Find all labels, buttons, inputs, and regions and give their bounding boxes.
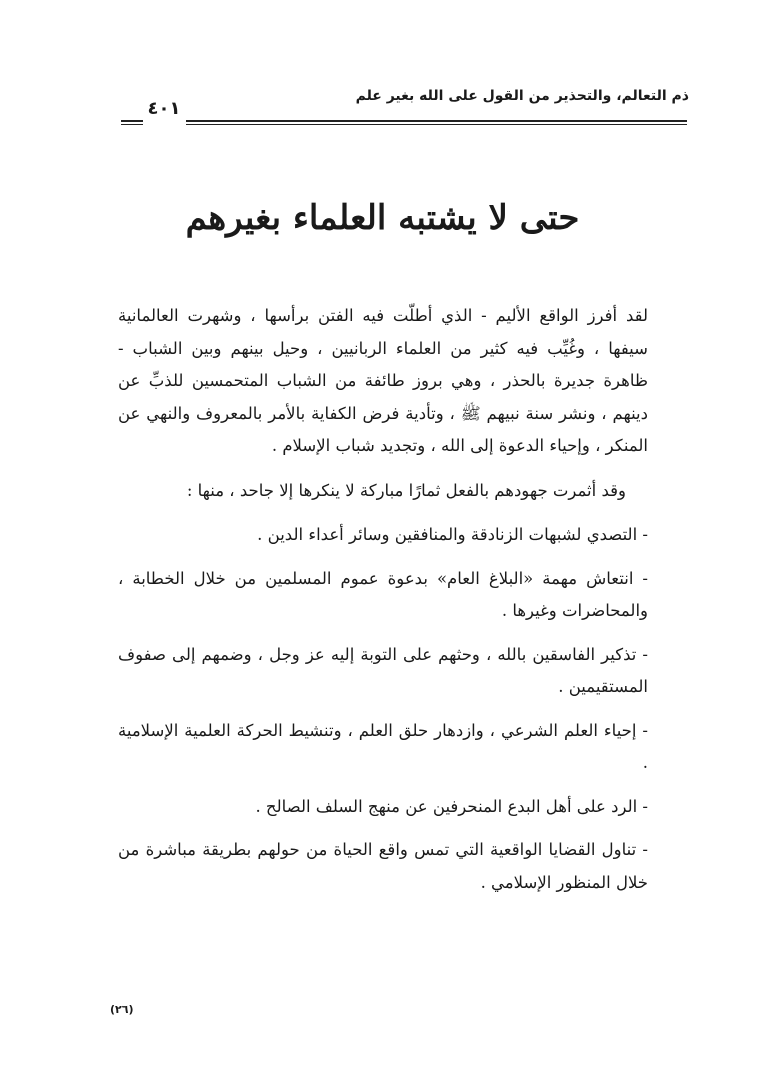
- page-number: ٤٠١: [147, 98, 181, 119]
- header-rule: [186, 120, 687, 125]
- running-header-title: ذم التعالم، والتحذير من القول على الله بغير علم: [355, 88, 689, 104]
- list-item: - إحياء العلم الشرعي ، وازدهار حلق العلم ، وتنشيط الحركة العلمية الإسلامية .: [118, 720, 648, 772]
- list-item: - التصدي لشبهات الزنادقة والمنافقين وسائر أعداء الدين .: [257, 525, 648, 544]
- intro-paragraph: لقد أفرز الواقع الأليم - الذي أطلّت فيه الفتن برأسها ، وشهرت العالمانية سيفها ، وغُيِّب فيه كثير من العلماء الربانيين ، وحيل بينهم وبين الشباب - ظاهرة جديرة بالحذر ، وهي بروز طائفة من الشباب المتحمسين للذبِّ عن دينهم ، ونشر سنة نبيهم ﷺ ، وتأدية فرض الكفاية بالأمر بالمعروف والنهي عن المنكر ، وإحياء الدعوة إلى الله ، وتجديد شباب الإسلام .: [118, 306, 648, 455]
- list-item: - انتعاش مهمة «البلاغ العام» بدعوة عموم المسلمين من خلال الخطابة ، والمحاضرات وغيرها .: [118, 568, 648, 620]
- section-heading: حتى لا يشتبه العلماء بغيرهم: [185, 198, 580, 238]
- list-item: - تناول القضايا الواقعية التي تمس واقع الحياة من حولهم بطريقة مباشرة من خلال المنظور الإسلامي .: [118, 840, 648, 892]
- list-item: - تذكير الفاسقين بالله ، وحثهم على التوبة إليه عز وجل ، وضمهم إلى صفوف المستقيمين .: [118, 644, 648, 696]
- header-rule-short: [121, 120, 143, 125]
- list-item: - الرد على أهل البدع المنحرفين عن منهج السلف الصالح .: [255, 796, 648, 816]
- body-text: [118, 300, 648, 910]
- footer-page-marker: (٢٦): [110, 1003, 134, 1016]
- lead-paragraph: وقد أثمرت جهودهم بالفعل ثمارًا مباركة لا ينكرها إلا جاحد ، منها :: [186, 480, 626, 500]
